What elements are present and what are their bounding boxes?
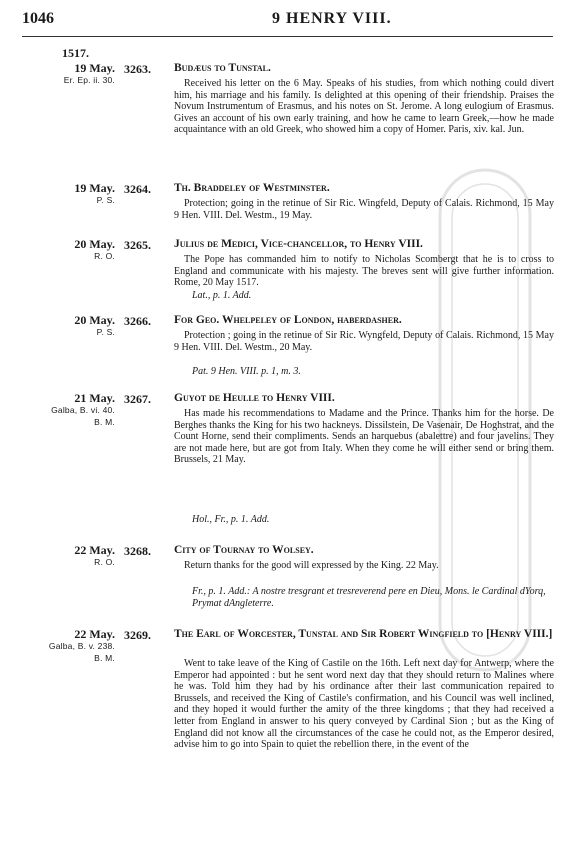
entry-title: Julius de Medici, Vice-chancellor, to Henry VIII. xyxy=(174,238,423,250)
entry-margin xyxy=(0,544,115,568)
entry-source-ref: R. O. xyxy=(94,251,115,261)
entry-source-ref: Galba, B. vi. 40. xyxy=(51,405,115,415)
entry-source-ref: R. O. xyxy=(94,557,115,567)
entry-source-ref-2: B. M. xyxy=(94,653,115,663)
entry-abstract: Return thanks for the good will expressed by the King. 22 May. xyxy=(184,560,439,571)
entry-abstract: Protection; going in the retinue of Sir Ric. Wingfeld, Deputy of Calais. Richmond, 15 May 9 Hen. VIII. Del. Westm., 19 May. xyxy=(174,198,554,221)
entry-margin xyxy=(0,628,115,664)
entry-date: 20 May. xyxy=(74,237,115,251)
entry-source-ref: P. S. xyxy=(96,327,115,337)
entry-title: Budæus to Tunstal. xyxy=(174,62,271,74)
entry-title: For Geo. Whelpeley of London, haberdasher. xyxy=(174,314,402,326)
entry-date: 19 May. xyxy=(74,61,115,75)
entry-note: Hol., Fr., p. 1. Add. xyxy=(192,514,270,525)
running-head: 9 HENRY VIII. xyxy=(272,10,392,27)
entry-number: 3267. xyxy=(124,392,151,406)
entry-number: 3263. xyxy=(124,62,151,76)
entry-title: Th. Braddeley of Westminster. xyxy=(174,182,330,194)
entry-margin xyxy=(0,314,115,338)
entry-title: The Earl of Worcester, Tunstal and Sir Robert Wingfield to [Henry VIII.] xyxy=(174,628,553,640)
entry-abstract: Received his letter on the 6 May. Speaks of his studies, from which nothing could divert him, his marriage and his family. Is delighted at this opening of their friendship. Praises the Novum Instrumentum of Erasmus, and his notes on St. Jerome. A long eulogium of Erasmus. Gives an account of his own early training, and how he came to learn Greek,—how he made acquaintance with an old Greek, who showed him a copy of Homer. Paris, xiv. kal. Jun. xyxy=(174,78,554,136)
entry-number: 3265. xyxy=(124,238,151,252)
entry-margin xyxy=(0,182,115,206)
entry-date: 21 May. xyxy=(74,391,115,405)
header-rule xyxy=(22,36,553,37)
entry-source-ref: Galba, B. v. 238. xyxy=(48,641,115,651)
entry-source-ref: Er. Ep. ii. 30. xyxy=(63,75,115,85)
entry-date: 19 May. xyxy=(74,181,115,195)
page-number: 1046 xyxy=(22,10,54,27)
entry-abstract: Went to take leave of the King of Castile on the 16th. Left next day for Antwerp, where the Emperor had appointed : but he sent word next day that they should return to Malines where he was. Told him they had by his ordinance after their last communication repaired to Brussels, and received the King of Castile's confirmation, and his Council was well inclined, and they hoped it would further the amity of the three kingdoms ; that they had received a letter from England in answer to his query conveyed by Cardinal Sion ; but as the King of England did not know all the circumstances of the case he could not, as the Emperor desired, advise him to go into Spain to quiet the rebellion there, in the event of the xyxy=(174,658,554,751)
entry-abstract: Protection ; going in the retinue of Sir Ric. Wyngfeld, Deputy of Calais. Richmond, 15 May 9 Hen. VIII. Del. Westm., 20 May. xyxy=(174,330,554,353)
entry-date: 22 May. xyxy=(74,543,115,557)
entry-title: Guyot de Heulle to Henry VIII. xyxy=(174,392,335,404)
entry-date: 22 May. xyxy=(74,627,115,641)
entry-date: 20 May. xyxy=(74,313,115,327)
entry-abstract: The Pope has commanded him to notify to Nicholas Scombergt that he is to cross to England and communicate with his majesty. The breves sent will give further information. Rome, 20 May 1517. xyxy=(174,254,554,289)
entry-source-ref: P. S. xyxy=(96,195,115,205)
entry-note: Lat., p. 1. Add. xyxy=(192,290,252,301)
entry-source-ref-2: B. M. xyxy=(94,417,115,427)
entry-title: City of Tournay to Wolsey. xyxy=(174,544,314,556)
entry-note: Pat. 9 Hen. VIII. p. 1, m. 3. xyxy=(192,366,301,377)
year-heading: 1517. xyxy=(62,46,89,60)
entry-margin xyxy=(0,62,115,86)
entry-number: 3264. xyxy=(124,182,151,196)
entry-margin xyxy=(0,238,115,262)
entry-number: 3266. xyxy=(124,314,151,328)
entry-number: 3269. xyxy=(124,628,151,642)
entry-abstract: Has made his recommendations to Madame and the Prince. Thanks him for the horse. De Berghes thanks the King for his two hackneys. Dissilstein, De Vasenair, De Hoghstrat, and the Count Horne, send their compliments. Sends an harquebus (abalettre) and four javelins. They are not made here, but are got from Italy. When they come he will either send or bring them. Brussels, 21 May. xyxy=(174,408,554,466)
entry-margin xyxy=(0,392,115,428)
entry-number: 3268. xyxy=(124,544,151,558)
entry-note: Fr., p. 1. Add.: A nostre tresgrant et tresreverend pere en Dieu, Mons. le Cardinal dYorq, Prymat dAngleterre. xyxy=(192,586,546,609)
